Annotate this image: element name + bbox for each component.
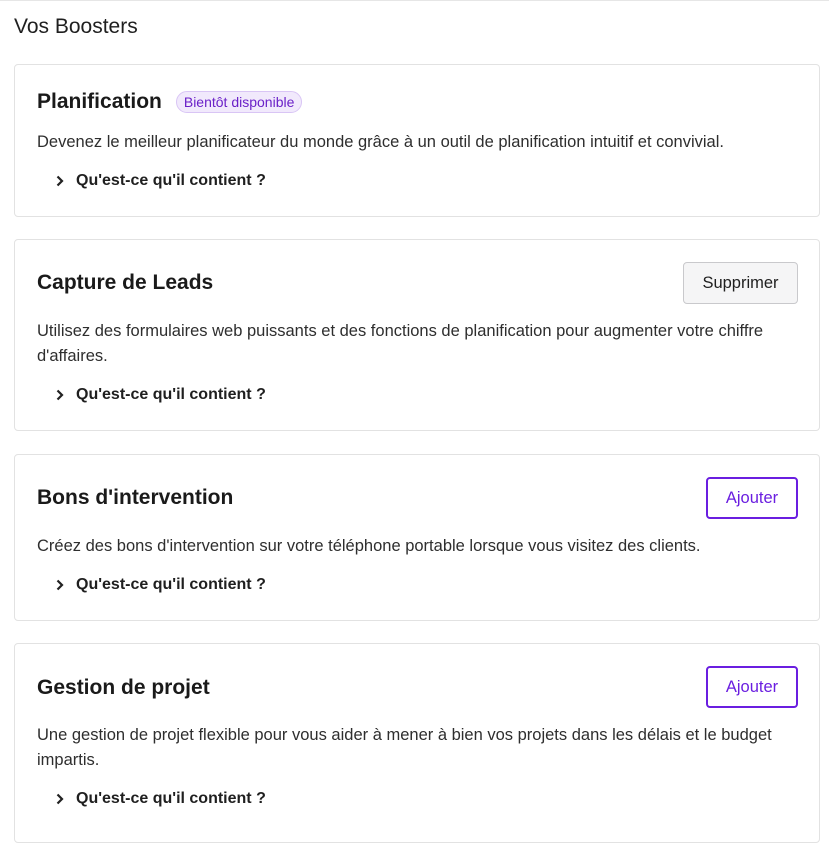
details-toggle-label: Qu'est-ce qu'il contient ?: [76, 172, 266, 189]
page-title: Vos Boosters: [14, 15, 138, 38]
chevron-right-icon: [55, 175, 65, 187]
details-toggle[interactable]: [55, 386, 266, 404]
card-title: Gestion de projet: [37, 676, 210, 699]
booster-card-bons-d-intervention: [14, 454, 820, 621]
card-description: Une gestion de projet flexible pour vous aider à mener à bien vos projets dans les délais et le budget impartis.: [37, 726, 772, 769]
coming-soon-badge: Bientôt disponible: [176, 91, 303, 113]
details-toggle[interactable]: [55, 576, 266, 594]
card-description: Créez des bons d'intervention sur votre téléphone portable lorsque vous visitez des clients.: [37, 537, 701, 555]
card-title: Bons d'intervention: [37, 486, 234, 509]
details-toggle[interactable]: [55, 790, 266, 808]
details-toggle[interactable]: [55, 172, 266, 190]
add-button[interactable]: Ajouter: [706, 477, 798, 519]
card-description: Devenez le meilleur planificateur du monde grâce à un outil de planification intuitif et convivial.: [37, 133, 724, 151]
chevron-right-icon: [55, 579, 65, 591]
chevron-right-icon: [55, 389, 65, 401]
details-toggle-label: Qu'est-ce qu'il contient ?: [76, 386, 266, 403]
remove-button[interactable]: Supprimer: [683, 262, 798, 304]
details-toggle-label: Qu'est-ce qu'il contient ?: [76, 790, 266, 807]
booster-card-planification: [14, 64, 820, 217]
card-description: Utilisez des formulaires web puissants et des fonctions de planification pour augmenter votre chiffre d'affaires.: [37, 322, 764, 365]
chevron-right-icon: [55, 793, 65, 805]
card-header: [37, 88, 797, 116]
card-header: [37, 674, 797, 702]
booster-card-capture-de-leads: [14, 239, 820, 431]
card-title: Planification: [37, 90, 162, 113]
card-title: Capture de Leads: [37, 271, 214, 294]
add-button[interactable]: Ajouter: [706, 666, 798, 708]
details-toggle-label: Qu'est-ce qu'il contient ?: [76, 576, 266, 593]
booster-card-gestion-de-projet: [14, 643, 820, 843]
card-header: [37, 484, 797, 512]
